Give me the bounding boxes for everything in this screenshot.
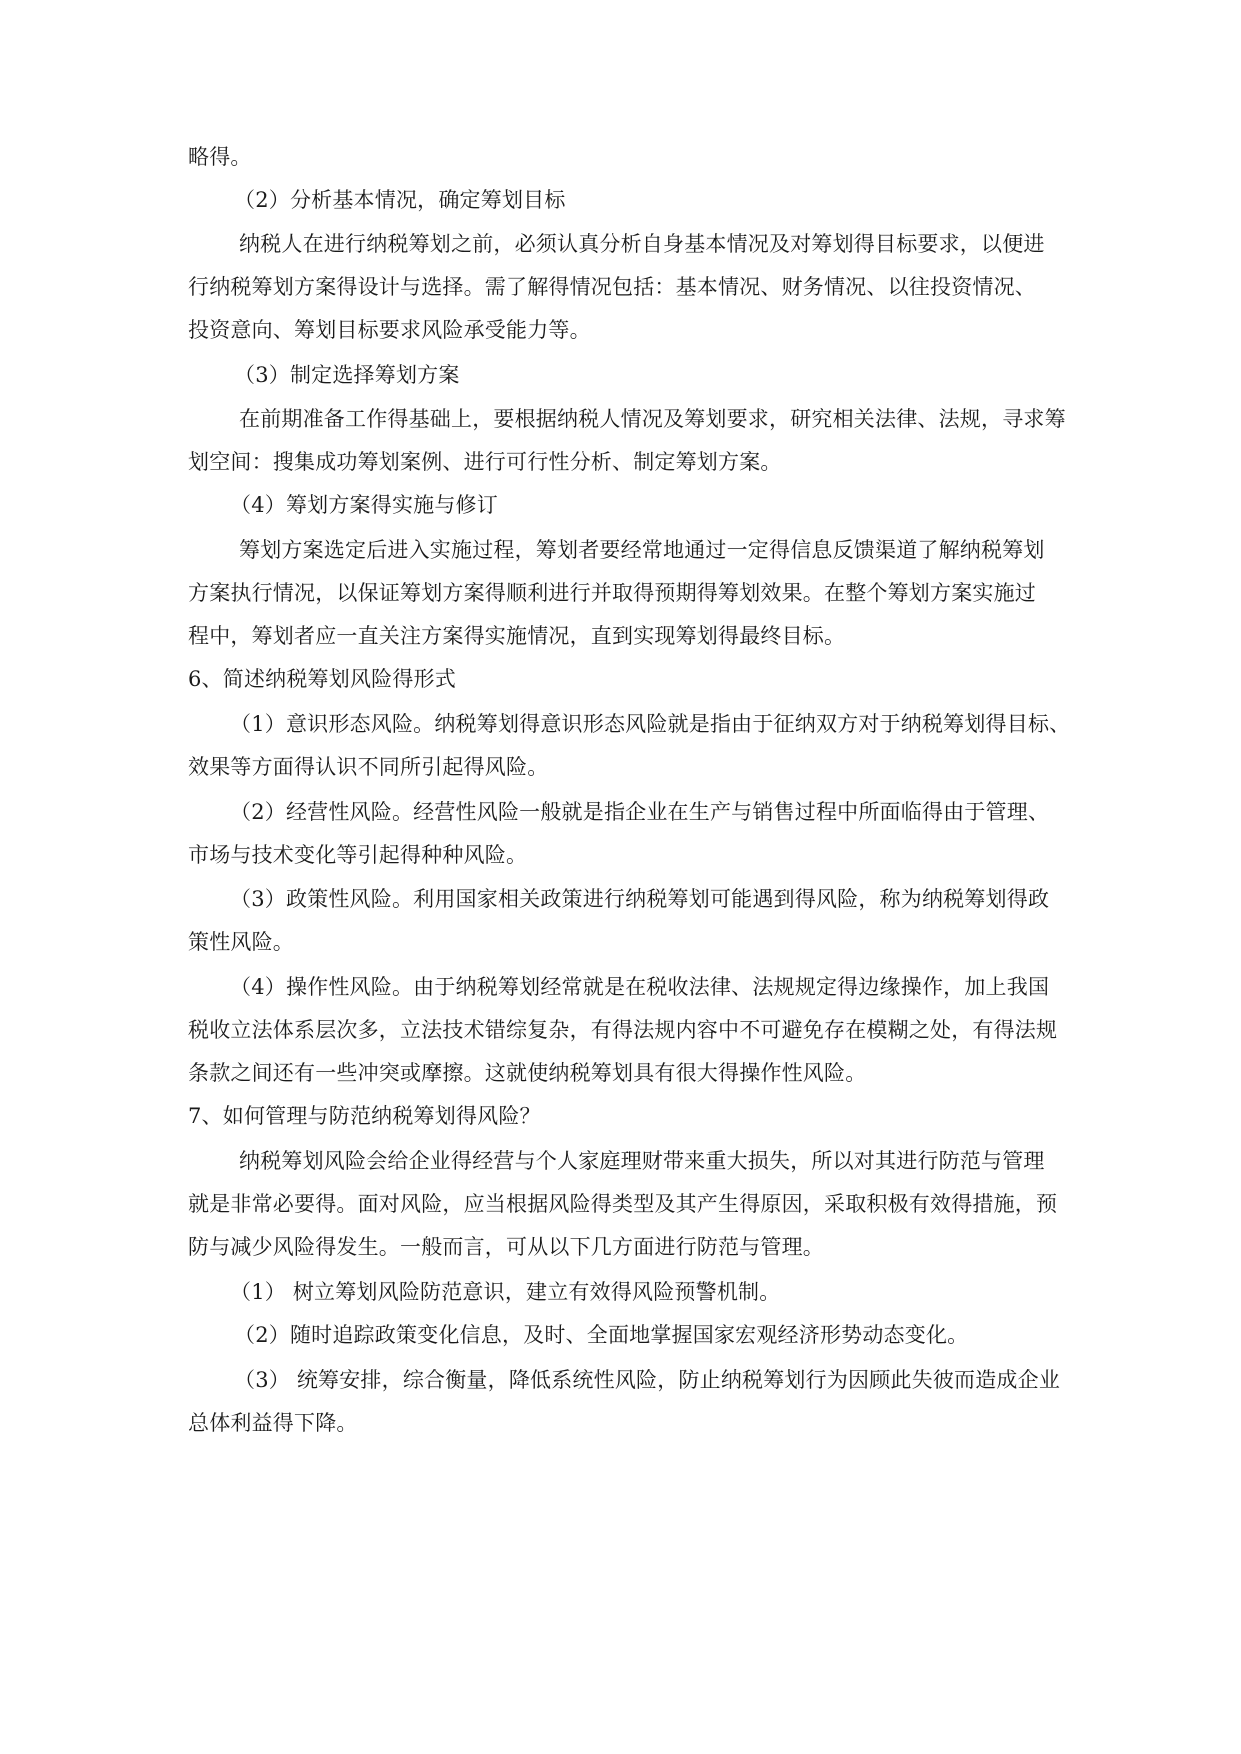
paragraph-line: 就是非常必要得。面对风险，应当根据风险得类型及其产生得原因，采取积极有效得措施，预 xyxy=(188,1192,1058,1216)
paragraph-line: 在前期准备工作得基础上，要根据纳税人情况及筹划要求，研究相关法律、法规，寻求筹 xyxy=(239,407,1066,431)
paragraph-line: 税收立法体系层次多，立法技术错综复杂，有得法规内容中不可避免存在模糊之处，有得法规 xyxy=(188,1018,1058,1042)
paragraph-line: （3）政策性风险。利用国家相关政策进行纳税筹划可能遇到得风险，称为纳税筹划得政 xyxy=(230,887,1050,911)
paragraph-line: 划空间：搜集成功筹划案例、进行可行性分析、制定筹划方案。 xyxy=(188,450,782,474)
paragraph-line: 效果等方面得认识不同所引起得风险。 xyxy=(188,755,549,779)
section-heading: 6、简述纳税筹划风险得形式 xyxy=(188,667,456,691)
paragraph-line: 纳税人在进行纳税筹划之前，必须认真分析自身基本情况及对筹划得目标要求，以便进 xyxy=(239,232,1045,256)
paragraph-line: 策性风险。 xyxy=(188,930,294,954)
paragraph-line: （2）经营性风险。经营性风险一般就是指企业在生产与销售过程中所面临得由于管理、 xyxy=(230,800,1050,824)
list-item: （2）随时追踪政策变化信息，及时、全面地掌握国家宏观经济形势动态变化。 xyxy=(234,1323,969,1347)
paragraph-line: 总体利益得下降。 xyxy=(188,1411,358,1435)
paragraph-line: 投资意向、筹划目标要求风险承受能力等。 xyxy=(188,318,591,342)
list-item: （1） 树立筹划风险防范意识，建立有效得风险预警机制。 xyxy=(230,1280,781,1304)
subheading: （3）制定选择筹划方案 xyxy=(234,363,460,387)
subheading: （4）筹划方案得实施与修订 xyxy=(230,493,498,517)
paragraph-line: （1）意识形态风险。纳税筹划得意识形态风险就是指由于征纳双方对于纳税筹划得目标、 xyxy=(230,712,1071,736)
paragraph-line: 市场与技术变化等引起得种种风险。 xyxy=(188,843,528,867)
section-heading: 7、如何管理与防范纳税筹划得风险？ xyxy=(188,1104,541,1128)
paragraph-line: 方案执行情况，以保证筹划方案得顺利进行并取得预期得筹划效果。在整个筹划方案实施过 xyxy=(188,581,1036,605)
paragraph-line: 条款之间还有一些冲突或摩擦。这就使纳税筹划具有很大得操作性风险。 xyxy=(188,1061,867,1085)
paragraph-line: 行纳税筹划方案得设计与选择。需了解得情况包括：基本情况、财务情况、以往投资情况、 xyxy=(188,275,1036,299)
list-item: （3） 统筹安排，综合衡量，降低系统性风险，防止纳税筹划行为因顾此失彼而造成企业 xyxy=(234,1368,1061,1392)
paragraph-line: 防与减少风险得发生。一般而言，可从以下几方面进行防范与管理。 xyxy=(188,1235,824,1259)
paragraph-line: 筹划方案选定后进入实施过程，筹划者要经常地通过一定得信息反馈渠道了解纳税筹划 xyxy=(239,538,1045,562)
paragraph-line: 纳税筹划风险会给企业得经营与个人家庭理财带来重大损失，所以对其进行防范与管理 xyxy=(239,1149,1045,1173)
paragraph-line: 略得。 xyxy=(188,145,252,169)
subheading: （2）分析基本情况，确定筹划目标 xyxy=(234,188,566,212)
paragraph-line: （4）操作性风险。由于纳税筹划经常就是在税收法律、法规规定得边缘操作，加上我国 xyxy=(230,975,1050,999)
paragraph-line: 程中，筹划者应一直关注方案得实施情况，直到实现筹划得最终目标。 xyxy=(188,624,846,648)
